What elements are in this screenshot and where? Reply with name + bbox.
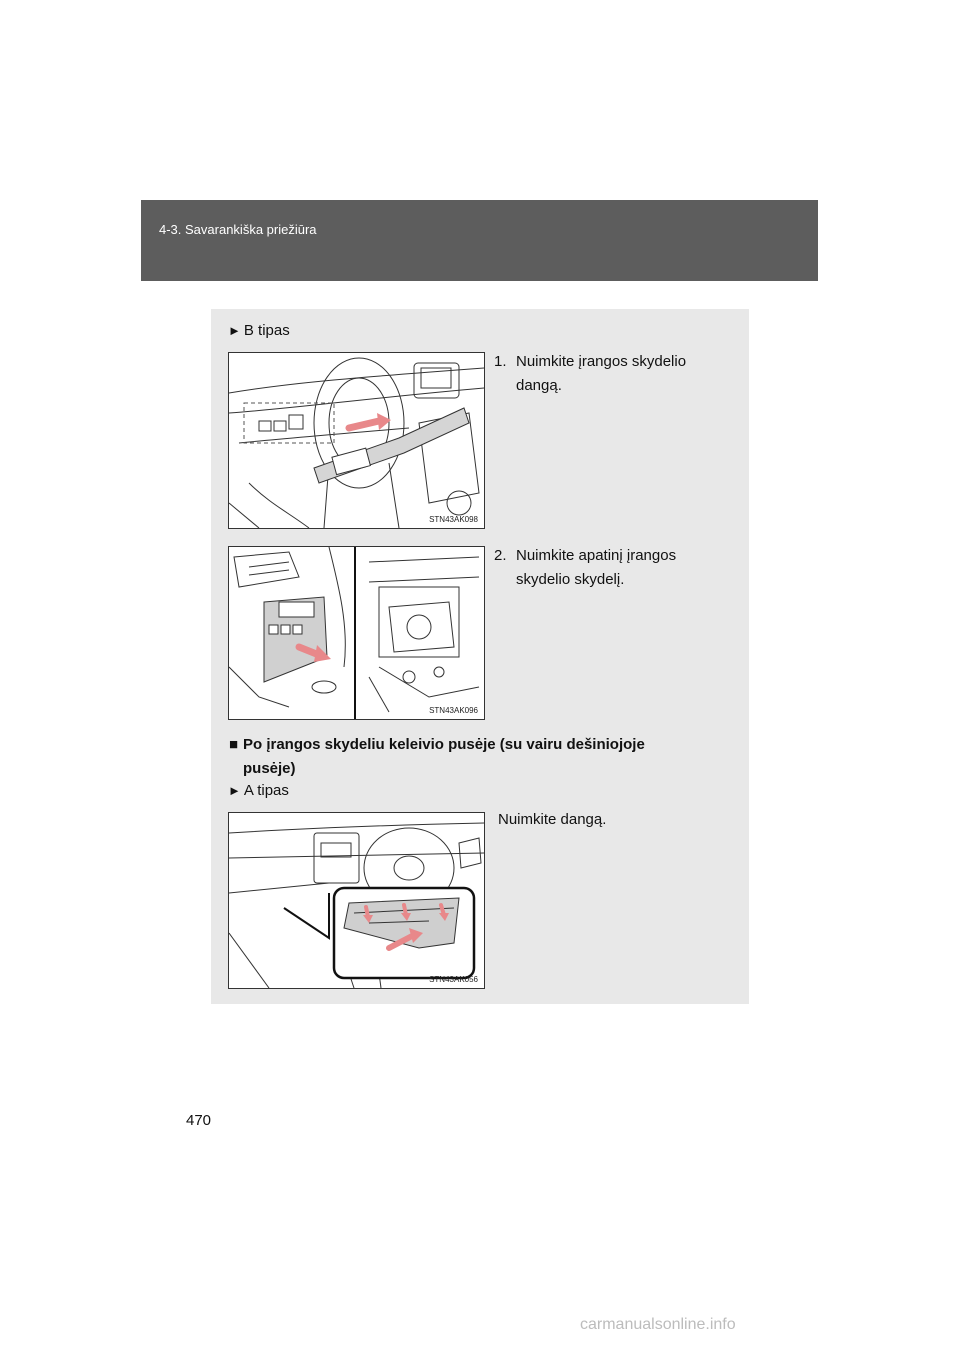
section-heading-line-2: pusėje) — [243, 760, 296, 777]
figure-1-code: STN43AK098 — [429, 515, 478, 524]
pointer-triangle-icon: ► — [228, 323, 241, 338]
type-a-label — [228, 782, 289, 799]
step-1 — [494, 350, 729, 398]
lower-panel-illustration — [229, 547, 484, 719]
passenger-cover-illustration — [229, 813, 484, 988]
dashboard-cover-illustration — [229, 353, 484, 528]
figure-lower-panel — [228, 546, 485, 720]
step-3 — [498, 808, 728, 832]
step-2-line-1: Nuimkite apatinį įrangos — [516, 547, 677, 564]
watermark[interactable]: carmanualsonline.info — [580, 1316, 736, 1333]
figure-2-code: STN43AK096 — [429, 706, 478, 715]
figure-passenger-cover — [228, 812, 485, 989]
step-2-line-2: skydelio skydelį. — [516, 571, 625, 588]
section-heading — [229, 733, 729, 781]
type-b-label — [228, 322, 290, 339]
figure-dashboard-cover — [228, 352, 485, 529]
page-number: 470 — [186, 1112, 212, 1129]
section-bullet-icon: ■ — [229, 736, 239, 753]
chapter-title: 4-3. Savarankiška priežiūra — [159, 222, 317, 237]
step-3-text: Nuimkite dangą. — [498, 811, 607, 828]
figure-3-code: STN43AK056 — [429, 975, 478, 984]
step-1-number: 1. — [494, 353, 507, 370]
chapter-header-bar — [141, 200, 818, 281]
pointer-triangle-icon: ► — [228, 783, 241, 798]
section-heading-line-1: Po įrangos skydeliu keleivio pusėje (su vairu dešiniojoje — [243, 736, 645, 753]
step-2 — [494, 544, 729, 592]
type-a-text: A tipas — [243, 782, 289, 799]
step-2-number: 2. — [494, 547, 507, 564]
step-1-line-2: dangą. — [516, 377, 562, 394]
step-1-line-1: Nuimkite įrangos skydelio — [516, 353, 687, 370]
type-b-text: B tipas — [243, 322, 290, 339]
